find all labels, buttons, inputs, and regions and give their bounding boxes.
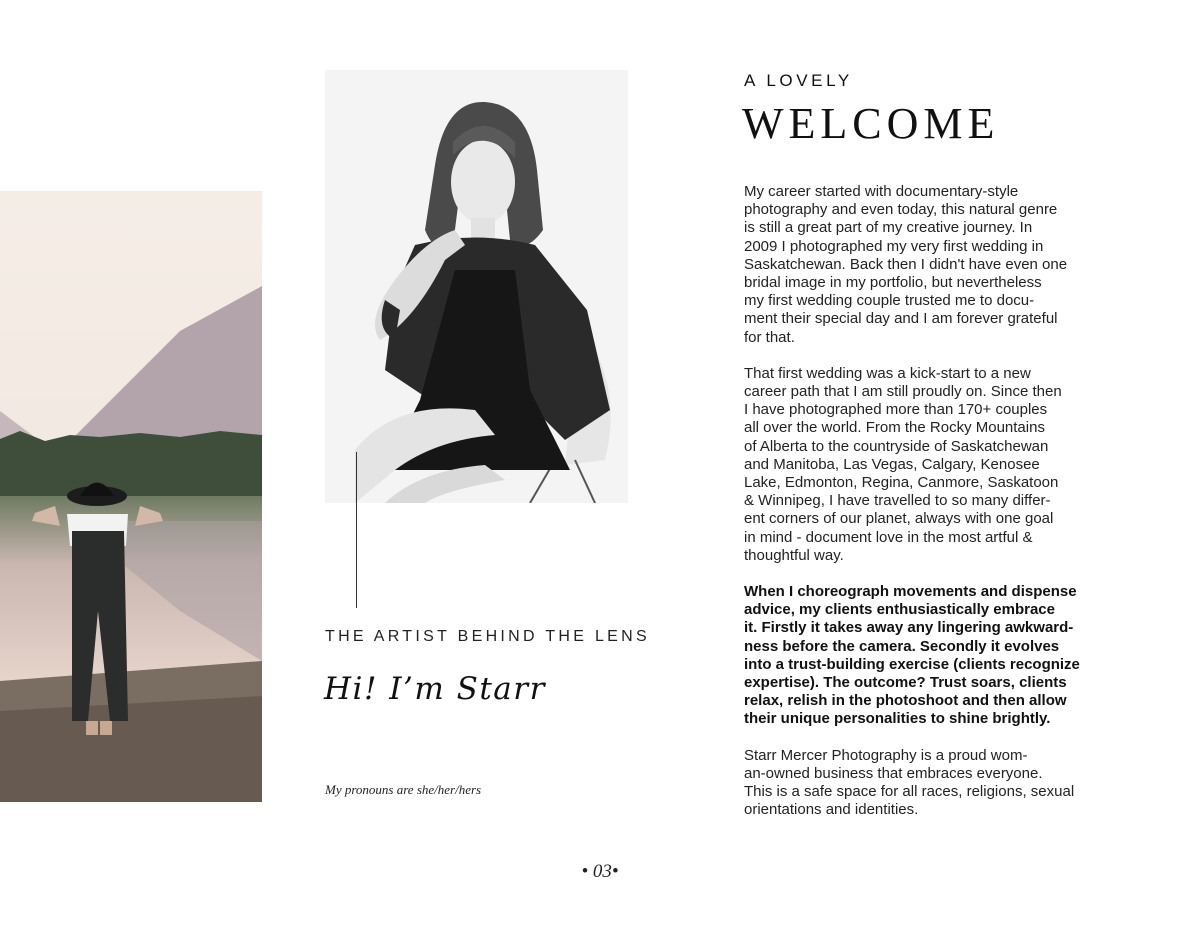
paragraph-inclusive-business <box>744 747 1089 820</box>
name-title: Hi! I’m Starr <box>324 671 546 707</box>
landscape-photo <box>0 191 262 802</box>
paragraph-first-wedding <box>744 365 1089 565</box>
text-line: This is a safe space for all races, religions, sexual <box>744 783 1075 801</box>
text-line: all over the world. From the Rocky Mountains <box>744 419 1045 437</box>
text-line: for that. <box>744 328 795 346</box>
text-line: it. Firstly it takes away any lingering awkward- <box>744 619 1074 637</box>
text-line: ent corners of our planet, always with one goal <box>744 510 1054 528</box>
text-line: is still a great part of my creative journey. In <box>744 219 1033 237</box>
accent-divider <box>356 452 357 608</box>
text-line: of Alberta to the countryside of Saskatchewan <box>744 437 1049 455</box>
text-line: Starr Mercer Photography is a proud wom- <box>744 746 1028 764</box>
welcome-kicker: A LOVELY <box>744 71 853 90</box>
text-line: 2009 I photographed my very first wedding in <box>744 237 1044 255</box>
welcome-title: WELCOME <box>742 99 1000 148</box>
text-line: ness before the camera. Secondly it evolves <box>744 637 1060 655</box>
page-number: • 03• <box>581 861 619 882</box>
text-line: thoughtful way. <box>744 546 844 564</box>
portrait-photo <box>325 70 628 503</box>
text-line: into a trust-building exercise (clients recognize <box>744 655 1080 673</box>
text-line: Lake, Edmonton, Regina, Canmore, Saskatoon <box>744 474 1059 492</box>
text-line: orientations and identities. <box>744 801 919 819</box>
text-line: I have photographed more than 170+ couples <box>744 401 1048 419</box>
pronouns-caption: My pronouns are she/her/hers <box>325 782 482 797</box>
text-line: and Manitoba, Las Vegas, Calgary, Kenosee <box>744 455 1040 473</box>
artist-heading: THE ARTIST BEHIND THE LENS <box>325 628 650 645</box>
text-line: relax, relish in the photoshoot and then allow <box>744 692 1067 710</box>
text-line: Saskatchewan. Back then I didn't have even one <box>744 255 1068 273</box>
text-line: photography and even today, this natural genre <box>744 201 1058 219</box>
text-line: My career started with documentary-style <box>744 183 1019 200</box>
text-line: expertise). The outcome? Trust soars, clients <box>744 674 1067 692</box>
text-line: bridal image in my portfolio, but nevertheless <box>744 274 1042 292</box>
text-line: their unique personalities to shine brightly. <box>744 710 1051 728</box>
text-line: an-owned business that embraces everyone. <box>744 764 1043 782</box>
text-line: That first wedding was a kick-start to a new <box>744 364 1031 382</box>
paragraph-choreography <box>744 583 1089 729</box>
body-copy <box>744 183 1089 838</box>
text-line: When I choreograph movements and dispense <box>744 583 1077 601</box>
text-line: ment their special day and I am forever grateful <box>744 310 1058 328</box>
text-line: & Winnipeg, I have travelled to so many differ- <box>744 492 1051 510</box>
text-line: in mind - document love in the most artful & <box>744 528 1033 546</box>
text-line: my first wedding couple trusted me to docu- <box>744 292 1035 310</box>
paragraph-career-start <box>744 183 1089 347</box>
text-line: career path that I am still proudly on. Since then <box>744 383 1062 401</box>
text-line: advice, my clients enthusiastically embrace <box>744 601 1055 619</box>
